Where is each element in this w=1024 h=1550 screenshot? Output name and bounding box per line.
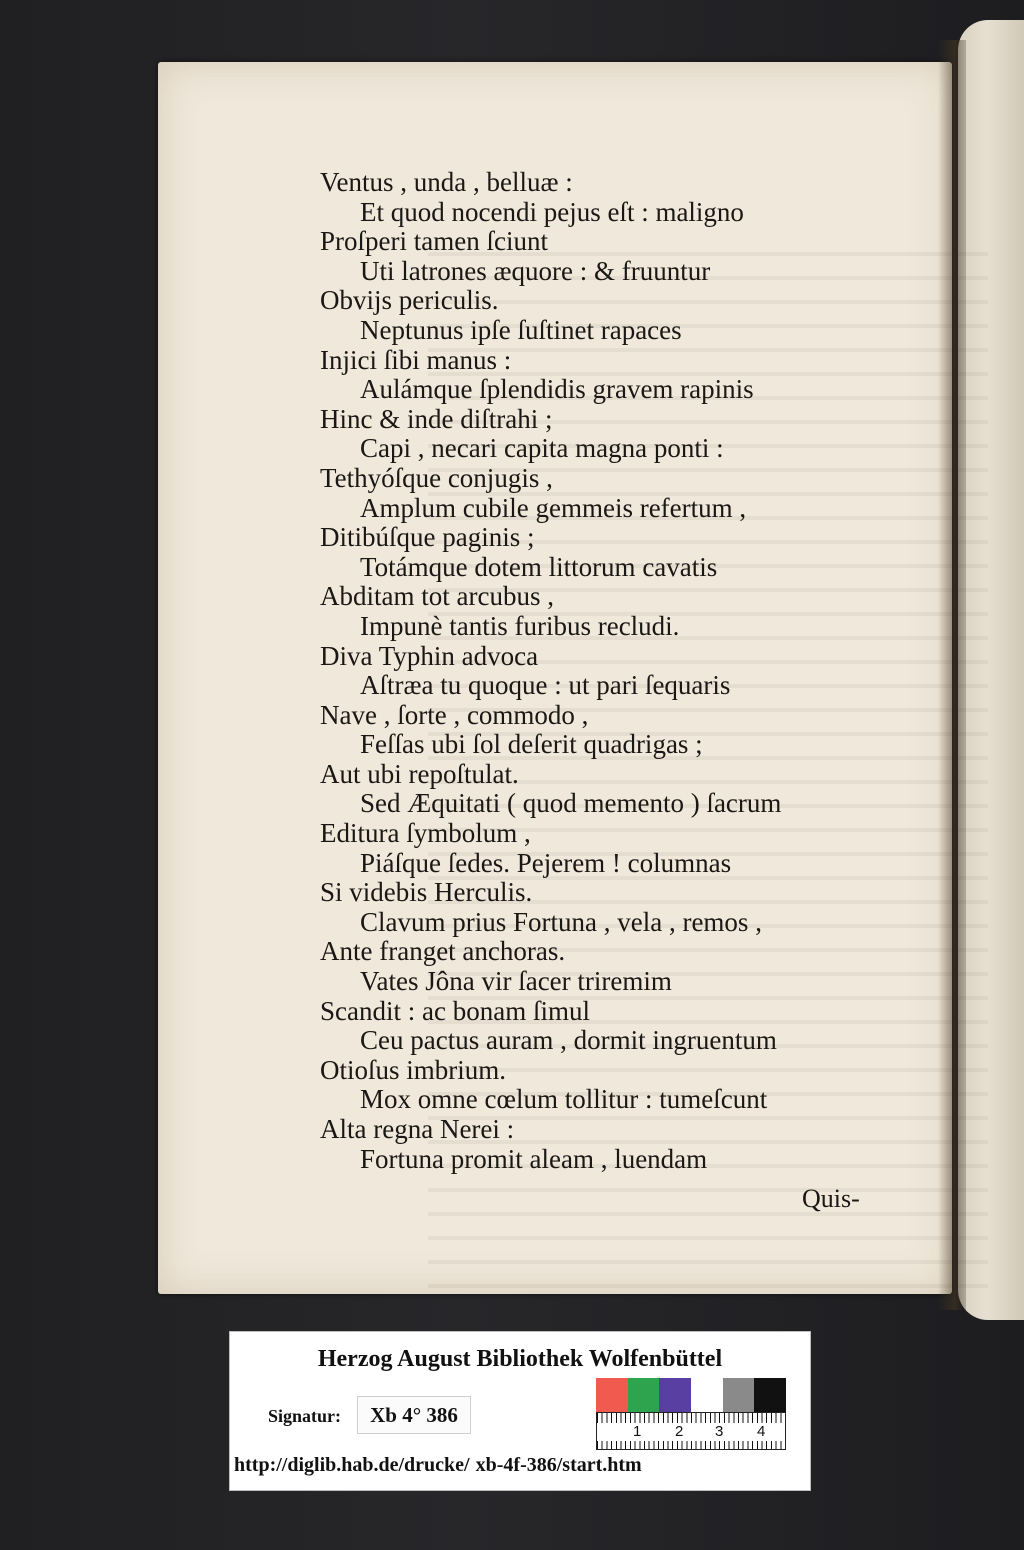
facing-page-edge [958, 20, 1024, 1320]
url-base: http://diglib.hab.de/drucke/ [234, 1454, 470, 1476]
library-label-card [229, 1331, 811, 1491]
text-line: Aſtræa tu quoque : ut pari ſequaris [360, 670, 731, 701]
text-line: Feſſas ubi ſol deſerit quadrigas ; [360, 729, 703, 760]
ruler-number: 3 [715, 1423, 724, 1440]
text-line: Tethyóſque conjugis , [320, 462, 553, 493]
ruler-ticks-bottom [597, 1441, 785, 1449]
color-swatch [628, 1378, 660, 1412]
text-line: Vates Jôna vir ſacer triremim [360, 966, 672, 997]
text-line: Mox omne cœlum tollitur : tumeſcunt [360, 1084, 768, 1115]
text-line: Fortuna promit aleam , luendam [360, 1143, 708, 1174]
scale-ruler [596, 1412, 786, 1450]
ruler-number: 2 [675, 1423, 684, 1440]
text-line: Ventus , unda , belluæ : [320, 167, 573, 197]
color-swatch [691, 1378, 723, 1412]
text-line: Nave , ſorte , commodo , [320, 699, 589, 730]
text-line: Proſperi tamen ſciunt [320, 226, 548, 257]
color-calibration-strip [596, 1378, 786, 1412]
color-swatch [754, 1378, 786, 1412]
text-line: Neptunus ipſe ſuſtinet rapaces [360, 314, 682, 345]
ruler-number: 1 [633, 1423, 642, 1440]
text-line: Injici ſibi manus : [320, 344, 512, 375]
text-line: Editura ſymbolum , [320, 818, 531, 849]
text-line: Impunè tantis furibus recludi. [360, 610, 680, 641]
catchword: Quis- [802, 1184, 860, 1213]
text-line: Ante franget anchoras. [320, 936, 566, 967]
text-line: Clavum prius Fortuna , vela , remos , [360, 906, 762, 937]
text-line: Obvijs periculis. [320, 285, 499, 316]
text-line: Alta regna Nerei : [320, 1114, 515, 1144]
text-line: Piáſque ſedes. Pejerem ! columnas [360, 847, 732, 878]
text-line: Capi , necari capita magna ponti : [360, 433, 724, 464]
text-line: Ceu pactus auram , dormit ingruentum [360, 1025, 777, 1056]
library-name: Herzog August Bibliothek Wolfenbüttel [317, 1346, 723, 1372]
text-line: Aulámque ſplendidis gravem rapinis [360, 374, 754, 405]
text-line: Uti latrones æquore : & fruuntur [360, 255, 711, 286]
text-line: Et quod nocendi pejus eſt : maligno [360, 196, 744, 227]
text-line: Totámque dotem littorum cavatis [360, 551, 718, 582]
url-path: xb-4f-386/start.htm [475, 1454, 642, 1476]
signatur-value: Xb 4° 386 [357, 1396, 471, 1434]
page-gutter-shadow [938, 40, 966, 1310]
poem-text [320, 168, 860, 1174]
signatur-label: Signatur: [268, 1406, 342, 1426]
text-line: Ditibúſque paginis ; [320, 522, 535, 553]
text-line: Scandit : ac bonam ſimul [320, 995, 590, 1026]
color-swatch [596, 1378, 628, 1412]
ruler-number: 4 [757, 1423, 766, 1440]
text-line: Sed Æquitati ( quod memento ) ſacrum [360, 788, 782, 819]
text-line: Aut ubi repoſtulat. [320, 758, 519, 789]
text-line: Otioſus imbrium. [320, 1054, 507, 1085]
color-swatch [659, 1378, 691, 1412]
digital-library-url[interactable] [230, 1454, 814, 1477]
text-line: Abditam tot arcubus , [320, 581, 554, 612]
text-line: Si videbis Herculis. [320, 877, 533, 908]
text-line: Hinc & inde diſtrahi ; [320, 403, 553, 434]
color-swatch [723, 1378, 755, 1412]
text-line: Amplum cubile gemmeis refertum , [360, 492, 747, 523]
text-line: Diva Typhin advoca [320, 640, 539, 671]
ruler-ticks-top [597, 1413, 785, 1423]
